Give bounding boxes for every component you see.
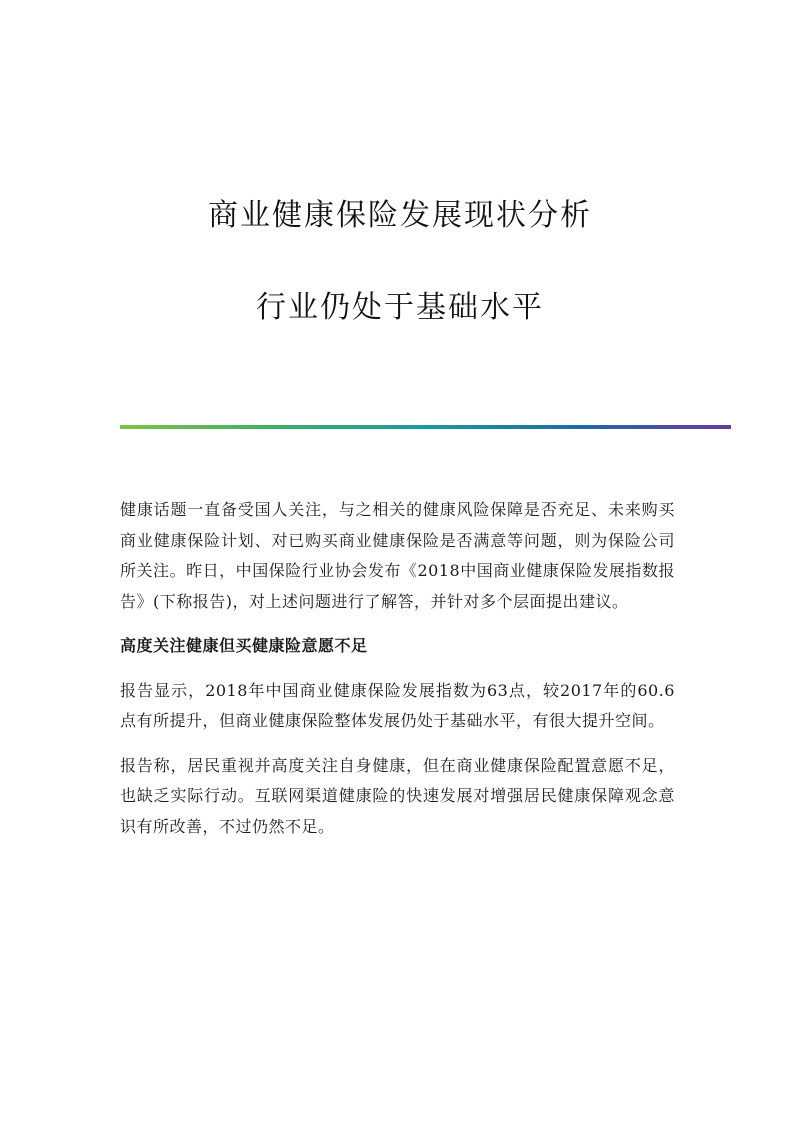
gradient-divider [120,425,731,429]
paragraph-intro: 健康话题一直备受国人关注，与之相关的健康风险保障是否充足、未来购买商业健康保险计划、对已购买商业健康保险是否满意等问题，则为保险公司所关注。昨日，中国保险行业协会发布《2018中国商业健康保险发展指数报告》(下称报告)，对上述问题进行了解答，并针对多个层面提出建议。 [120,500,675,611]
document-subtitle: 行业仍处于基础水平 [256,290,544,325]
paragraph-report-index: 报告显示，2018年中国商业健康保险发展指数为63点，较2017年的60.6点有所提升，但商业健康保险整体发展仍处于基础水平，有很大提升空间。 [120,680,675,730]
paragraph-report-awareness: 报告称，居民重视并高度关注自身健康，但在商业健康保险配置意愿不足，也缺乏实际行动。互联网渠道健康险的快速发展对增强居民健康保障观念意识有所改善，不过仍然不足。 [120,755,675,836]
document-title: 商业健康保险发展现状分析 [208,198,592,233]
section-heading: 高度关注健康但买健康险意愿不足 [120,636,368,655]
article-body [120,495,675,856]
